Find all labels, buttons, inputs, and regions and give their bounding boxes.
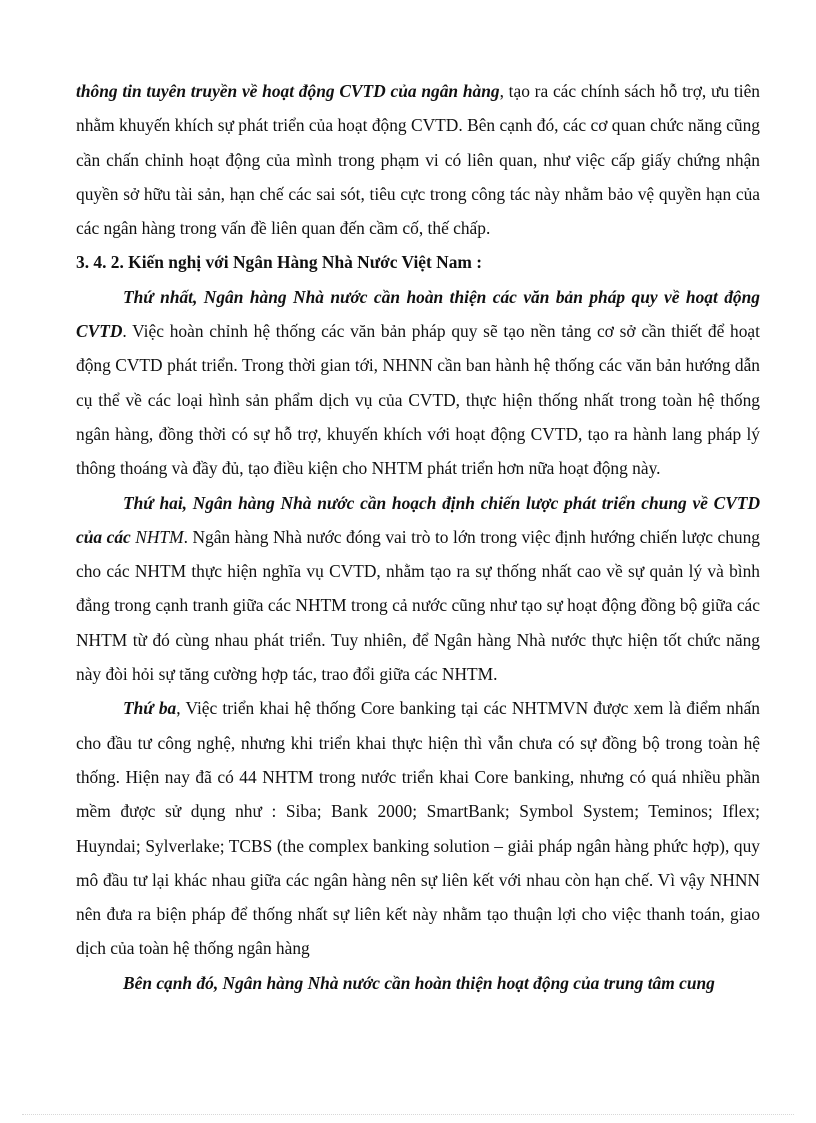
page-bottom-divider [22,1114,794,1115]
paragraph-1-emphasis: thông tin tuyên truyền về hoạt động CVTD của ngân hàng [76,81,500,101]
paragraph-1-text: , tạo ra các chính sách hỗ trợ, ưu tiên nhằm khuyến khích sự phát triển của hoạt động CVTD. Bên cạnh đó, các cơ quan chức năng cũng cần chấn chỉnh hoạt động của mình trong phạm vi có liên quan, như việc cấp giấy chứng nhận quyền sở hữu tài sản, hạn chế các sai sót, tiêu cực trong công tác này nhằm bảo vệ quyền hạn của các ngân hàng trong vấn đề liên quan đến cầm cố, thế chấp. [76,81,760,239]
paragraph-4-emphasis: Thứ ba [123,698,177,719]
paragraph-1 [76,74,760,245]
paragraph-3-emphasis-tail: NHTM [130,526,184,547]
paragraph-2 [76,280,760,486]
paragraph-3-emphasis: Thứ hai, Ngân hàng Nhà nước cần hoạch định chiến lược phát triển chung về CVTD của các [76,492,760,547]
section-heading: 3. 4. 2. Kiến nghị với Ngân Hàng Nhà Nước Việt Nam : [76,252,483,273]
paragraph-4-text: , Việc triển khai hệ thống Core banking tại các NHTMVN được xem là điểm nhấn cho đầu tư công nghệ, nhưng khi triển khai thực hiện thì vẫn chưa có sự đồng bộ trong toàn hệ thống. Hiện nay đã có 44 NHTM trong nước triển khai Core banking, nhưng có quá nhiều phần mềm được sử dụng như : Siba; Bank 2000; SmartBank; Symbol System; Teminos; Iflex; Huyndai; Sylverlake; TCBS (the complex banking solution – giải pháp ngân hàng phức hợp), quy mô đầu tư lại khác nhau giữa các ngân hàng nên sự liên kết với nhau còn hạn chế. Vì vậy NHNN nên đưa ra biện pháp để thống nhất sự liên kết này nhằm tạo thuận lợi cho việc thanh toán, giao dịch của toàn hệ thống ngân hàng [76,698,761,959]
paragraph-2-emphasis: Thứ nhất, Ngân hàng Nhà nước cần hoàn thiện các văn bản pháp quy về hoạt động CVTD [76,286,760,342]
paragraph-3 [76,486,760,692]
paragraph-2-text: . Việc hoàn chỉnh hệ thống các văn bản pháp quy sẽ tạo nền tảng cơ sở cần thiết để hoạt động CVTD phát triển. Trong thời gian tới, NHNN cần ban hành hệ thống các văn bản hướng dẫn cụ thể về các loại hình sản phẩm dịch vụ của CVTD, thực hiện thống nhất trong toàn hệ thống ngân hàng, đồng thời có sự hỗ trợ, khuyến khích với hoạt động CVTD, tạo ra hành lang pháp lý thông thoáng và đầy đủ, tạo điều kiện cho NHTM phát triển hơn nữa hoạt động này. [76,321,760,479]
document-page [76,74,760,1000]
paragraph-5 [76,966,760,1000]
paragraph-3-text: . Ngân hàng Nhà nước đóng vai trò to lớn trong việc định hướng chiến lược chung cho các NHTM thực hiện nghĩa vụ CVTD, nhằm tạo ra sự thống nhất cao về sự quản lý và bình đẳng trong cạnh tranh giữa các NHTM trong cả nước cũng như tạo sự hoạt động đồng bộ giữa các NHTM từ đó cùng nhau phát triển. Tuy nhiên, để Ngân hàng Nhà nước thực hiện tốt chức năng này đòi hỏi sự tăng cường hợp tác, trao đổi giữa các NHTM. [76,526,760,685]
paragraph-5-emphasis: Bên cạnh đó, Ngân hàng Nhà nước cần hoàn thiện hoạt động của trung tâm cung [123,972,715,993]
paragraph-4 [76,691,760,965]
